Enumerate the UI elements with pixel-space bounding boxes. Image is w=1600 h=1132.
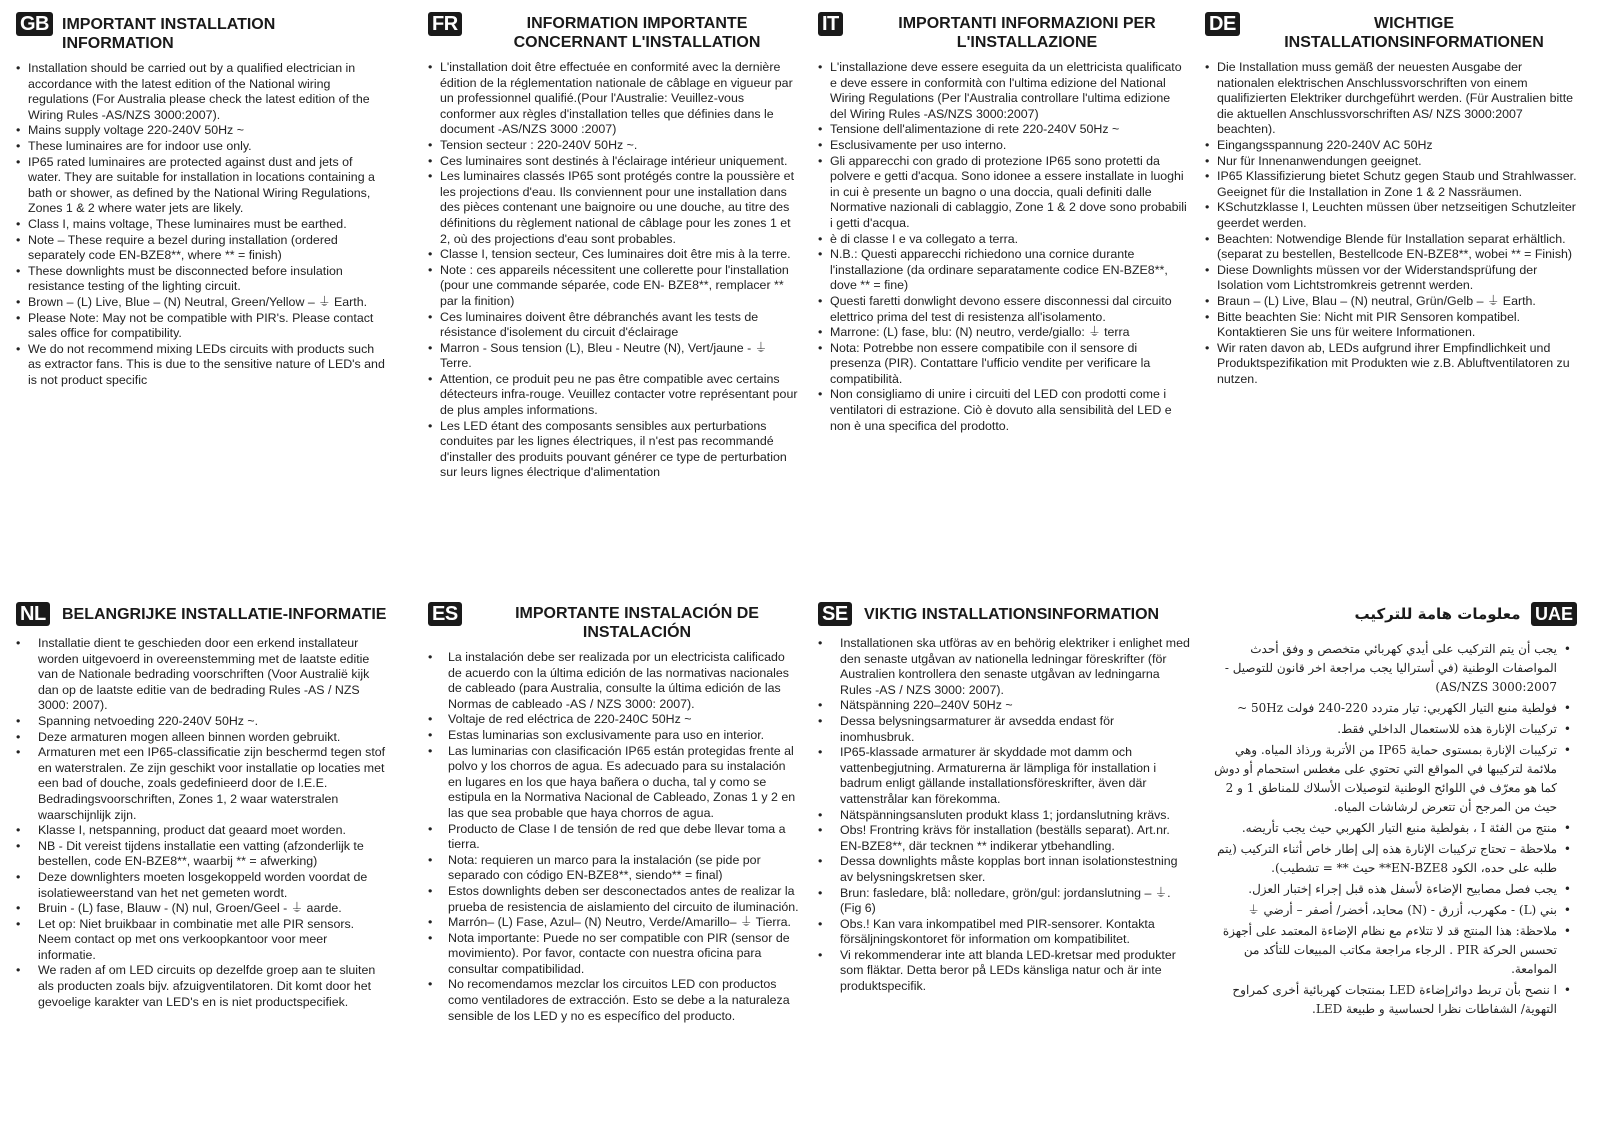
list-item: • Note – These require a bezel during installation (ordered separately code EN-BZE8**, where ** = finish) xyxy=(16,233,388,264)
section-it xyxy=(818,12,1190,434)
list-item: • Diese Downlights müssen vor der Widerstandsprüfung der Isolation vom Lichtstromkreis getrennt werden. xyxy=(1205,263,1577,294)
list-item: • Questi faretti donwlight devono essere disconnessi dal circuito elettrico prima del test di resistenza all'isolamento. xyxy=(818,294,1190,325)
list-item: • Estos downlights deben ser desconectados antes de realizar la prueba de resistencia de aislamiento del circuito de iluminación. xyxy=(428,884,800,915)
list-item: • Please Note: May not be compatible with PIR's. Please contact sales office for compatibility. xyxy=(16,311,388,342)
list-item: • Nätspänning 220–240V 50Hz ~ xyxy=(818,698,1190,714)
list-item: • IP65 rated luminaires are protected against dust and jets of water. They are suitable for installation in locations containing a bath or shower, as defined by the National Wiring Regulations, Zones 1 & 2 where water jets are likely. xyxy=(16,155,388,217)
instruction-list xyxy=(818,636,1190,995)
list-item: • Klasse I, netspanning, product dat geaard moet worden. xyxy=(16,823,388,839)
list-item: • Die Installation muss gemäß der neuesten Ausgabe der nationalen elektrischen Anschlussvorschriften von einem qualifizierten Elektriker durchgeführt werden. (Für Australien bitte die aktuellen Anschlussvorschriften AS/ NZS 3000:2007 beachten). xyxy=(1205,60,1577,138)
list-item: • Installation should be carried out by a qualified electrician in accordance with the latest edition of the National wiring regulations (For Australia please check the latest edition of the Wiring Rules -AS/NZS 3000:2007). xyxy=(16,61,388,123)
language-badge: IT xyxy=(818,12,843,36)
list-item: • Note : ces appareils nécessitent une collerette pour l'installation (pour une commande séparée, code EN- BZE8**, remplacer ** par la finition) xyxy=(428,263,800,310)
list-item: • Armaturen met een IP65-classificatie zijn beschermd tegen stof en waterstralen. Ze zijn geschikt voor installatie op locaties met een bad of douche, zoals gedefinieerd door de I.E.E. Bedradingsvoorschriften, Zones 1, 2 waar waterstralen waarschijnlijk zijn. xyxy=(16,745,388,823)
section-header xyxy=(1205,12,1577,52)
list-item: • Brown – (L) Live, Blue – (N) Neutral, Green/Yellow – ⏚ Earth. xyxy=(16,295,388,311)
language-badge: ES xyxy=(428,602,462,626)
section-nl xyxy=(16,602,388,1010)
list-item: • Deze downlighters moeten losgekoppeld worden voordat de isolatieweerstand van het net gemeten wordt. xyxy=(16,870,388,901)
language-badge: DE xyxy=(1205,12,1240,36)
section-title: WICHTIGE INSTALLATIONSINFORMATIONEN xyxy=(1284,15,1544,51)
list-item: • تركيبات الإنارة بمستوى حماية IP65 من الأتربة ورذاذ المياه. وهي ملائمة لتركيبها في المواقع التي تحتوي على مغطس استحمام أو دوش كما هو معرّف في اللوائح الوطنية لتوصيلات الأسلاك للمناطق 1 و 2 حيث من المرجح أن تتعرض لرشاشات المياه. xyxy=(1205,741,1571,817)
language-badge: UAE xyxy=(1531,602,1577,626)
section-title: IMPORTANTI INFORMAZIONI PER L'INSTALLAZIONE xyxy=(898,15,1156,51)
language-badge: NL xyxy=(16,602,50,626)
list-item: • تركيبات الإنارة هذه للاستعمال الداخلي فقط. xyxy=(1205,720,1571,739)
list-item: • NB - Dit vereist tijdens installatie een vatting (afzonderlijk te bestellen, code EN-BZE8**, waarbij ** = afwerking) xyxy=(16,839,388,870)
section-gb xyxy=(16,12,388,388)
list-item: • Producto de Clase I de tensión de red que debe llevar toma a tierra. xyxy=(428,822,800,853)
list-item: • Vi rekommenderar inte att blanda LED-kretsar med produkter som fläktar. Detta beror på LEDs känsliga natur och är inte produktspecifik. xyxy=(818,948,1190,995)
list-item: • فولطية منبع التيار الكهربي: تيار متردد 220-240 فولت 50Hz ~ xyxy=(1205,699,1571,718)
list-item: • بني (L) - مكهرب، أزرق - (N) محايد، أخضر/ أصفر – أرضي ⏚ xyxy=(1205,901,1571,920)
list-item: • Gli apparecchi con grado di protezione IP65 sono protetti da polvere e getti d'acqua. Sono idonee a essere installate in luoghi in cui è presente un bagno o una doccia, quali definiti dalle Normative nazionali di cablaggio, Zone 1 & 2 dove sono probabili i getti d'acqua. xyxy=(818,154,1190,232)
list-item: • Dessa belysningsarmaturer är avsedda endast för inomhusbruk. xyxy=(818,714,1190,745)
list-item: • Marron - Sous tension (L), Bleu - Neutre (N), Vert/jaune - ⏚ Terre. xyxy=(428,341,800,372)
list-item: • Les LED étant des composants sensibles aux perturbations conduites par les lignes électriques, il n'est pas recommandé d'installer des produits pouvant générer ce type de perturbation sur leurs lignes électrique d'alimentation xyxy=(428,419,800,481)
section-header xyxy=(818,602,1190,628)
list-item: • Spanning netvoeding 220-240V 50Hz ~. xyxy=(16,714,388,730)
instruction-list xyxy=(428,60,800,481)
list-item: • يجب أن يتم التركيب على أيدي كهربائي متخصص و وفق أحدث المواصفات الوطنية (في أستراليا يجب مراجعة اخر قانون للتوصيل - AS/NZS 3000:2007) xyxy=(1205,640,1571,697)
list-item: • N.B.: Questi apparecchi richiedono una cornice durante l'installazione (da ordinare separatamente codice EN-BZE8**, dove ** = fine) xyxy=(818,247,1190,294)
list-item: • Eingangsspannung 220-240V AC 50Hz xyxy=(1205,138,1577,154)
list-item: • Dessa downlights måste kopplas bort innan isolationstestning av belysningskretsen sker. xyxy=(818,854,1190,885)
section-title: IMPORTANTE INSTALACIÓN DE INSTALACIÓN xyxy=(515,605,759,641)
list-item: • Class I, mains voltage, These luminaires must be earthed. xyxy=(16,217,388,233)
instruction-list xyxy=(16,636,388,1010)
list-item: • ملاحظة – تحتاج تركيبات الإنارة هذه إلى إطار خاص أثناء التركيب (يتم طلبه على حده، الكود EN-BZE8** حيث ** = تشطيب). xyxy=(1205,840,1571,878)
section-title: VIKTIG INSTALLATIONSINFORMATION xyxy=(864,606,1160,623)
language-badge: FR xyxy=(428,12,462,36)
list-item: • La instalación debe ser realizada por un electricista calificado de acuerdo con la última edición de las normativas nacionales de cableado (para Australia, consulte la última edición de las Normas de cableado -AS / NZS 3000: 2007). xyxy=(428,650,800,712)
list-item: • Esclusivamente per uso interno. xyxy=(818,138,1190,154)
list-item: • Tension secteur : 220-240V 50Hz ~. xyxy=(428,138,800,154)
list-item: • è di classe I e va collegato a terra. xyxy=(818,232,1190,248)
list-item: • Non consigliamo di unire i circuiti del LED con prodotti come i ventilatori di estrazione. Ciò è dovuto alla sensibilità del LED e non è una specifica del prodotto. xyxy=(818,387,1190,434)
section-de xyxy=(1205,12,1577,387)
list-item: • Las luminarias con clasificación IP65 están protegidas frente al polvo y los chorros de agua. Es adecuado para su instalación en lugares en los que haya bañera o ducha, tal y como se estipula en la Normativa Nacional de Cableado, Zonas 1 y 2 en las que sea probable que haya chorros de agua. xyxy=(428,744,800,822)
list-item: • IP65-klassade armaturer är skyddade mot damm och vattenbegjutning. Armaturerna är lämpliga för installation i badrum enligt gällande installationsföreskrifter, även där vattenstrålar kan förekomma. xyxy=(818,745,1190,807)
list-item: • Attention, ce produit peu ne pas être compatible avec certains détecteurs infra-rouge. Veuillez contacter votre représentant pour de plus amples informations. xyxy=(428,372,800,419)
list-item: • These downlights must be disconnected before insulation resistance testing of the lighting circuit. xyxy=(16,264,388,295)
list-item: • Installationen ska utföras av en behörig elektriker i enlighet med den senaste utgåvan av nationella ledningar föreskrifter (för Australien kontrollera den senaste utgåvan av ledningarna Rules -AS / NZS 3000: 2007). xyxy=(818,636,1190,698)
section-uae xyxy=(1205,602,1577,1021)
list-item: • Let op: Niet bruikbaar in combinatie met alle PIR sensors. Neem contact op met ons verkoopkantoor voor meer informatie. xyxy=(16,917,388,964)
list-item: • L'installation doit être effectuée en conformité avec la dernière édition de la réglementation nationale de câblage en vigueur par un professionnel qualifié.(Pour l'Australie: Veuillez-vous conformer aux règles d'installation telles que définies dans le document -AS/NZS 3000 :2007) xyxy=(428,60,800,138)
list-item: • Braun – (L) Live, Blau – (N) neutral, Grün/Gelb – ⏚ Earth. xyxy=(1205,294,1577,310)
list-item: • Bitte beachten Sie: Nicht mit PIR Sensoren kompatibel. Kontaktieren Sie uns für weitere Informationen. xyxy=(1205,310,1577,341)
instruction-list xyxy=(1205,640,1577,1019)
section-se xyxy=(818,602,1190,995)
instruction-list xyxy=(16,61,388,388)
list-item: • Estas luminarias son exclusivamente para uso en interior. xyxy=(428,728,800,744)
list-item: • Ces luminaires doivent être débranchés avant les tests de résistance d'isolement du circuit d'éclairage xyxy=(428,310,800,341)
list-item: • Nur für Innenanwendungen geeignet. xyxy=(1205,154,1577,170)
list-item: • Ces luminaires sont destinés à l'éclairage intérieur uniquement. xyxy=(428,154,800,170)
list-item: • No recomendamos mezclar los circuitos LED con productos como ventiladores de extracción. Esto se debe a la naturaleza sensible de los LED y no es específico del producto. xyxy=(428,977,800,1024)
list-item: • L'installazione deve essere eseguita da un elettricista qualificato e deve essere in conformità con l'ultima edizione del National Wiring Regulations (Per l'Australia controllare l'ultima edizione del Wiring Rules -AS/NZS 3000:2007) xyxy=(818,60,1190,122)
list-item: • Installatie dient te geschieden door een erkend installateur worden uitgevoerd in overeenstemming met de laatste editie van de Nationale bedrading voorschriften (Voor Australië kijk dan op de laatste editie van de bedrading Rules -AS / NZS 3000: 2007). xyxy=(16,636,388,714)
list-item: • Brun: fasledare, blå: nolledare, grön/gul: jordanslutning – ⏚. (Fig 6) xyxy=(818,886,1190,917)
list-item: • ملاحظة: هذا المنتج قد لا تتلاءم مع نظام الإضاءة المعتمد على أجهزة تحسس الحركة PIR . الرجاء مراجعة مكاتب المبيعات للتأكد من الموامعة. xyxy=(1205,922,1571,979)
list-item: • Nätspänningsansluten produkt klass 1; jordanslutning krävs. xyxy=(818,808,1190,824)
section-title: INFORMATION IMPORTANTE CONCERNANT L'INSTALLATION xyxy=(513,15,761,51)
section-fr xyxy=(428,12,800,481)
section-header xyxy=(428,12,800,52)
list-item: • KSchutzklasse I, Leuchten müssen über netzseitigen Schutzleiter geerdet werden. xyxy=(1205,200,1577,231)
instruction-list xyxy=(818,60,1190,434)
list-item: • Deze armaturen mogen alleen binnen worden gebruikt. xyxy=(16,730,388,746)
section-es xyxy=(428,602,800,1024)
instruction-list xyxy=(428,650,800,1024)
section-header xyxy=(16,602,388,628)
section-header xyxy=(428,602,800,642)
list-item: • Wir raten davon ab, LEDs aufgrund ihrer Empfindlichkeit und Produktspezifikation mit Produkten wie z.B. Abluftventilatoren zu nutzen. xyxy=(1205,341,1577,388)
list-item: • Obs.! Kan vara inkompatibel med PIR-sensorer. Kontakta försäljningskontoret för information om kompatibilitet. xyxy=(818,917,1190,948)
section-header xyxy=(1205,602,1577,626)
list-item: • Marrón– (L) Fase, Azul– (N) Neutro, Verde/Amarillo– ⏚ Tierra. xyxy=(428,915,800,931)
list-item: • ا ننصح بأن تربط دوائرإضاءة LED بمنتجات كهربائية أخرى كمراوح التهوية/ الشفاطات نظرا لحساسية و طبيعة LED. xyxy=(1205,981,1571,1019)
section-title: معلومات هامة للتركيب xyxy=(1354,605,1521,623)
list-item: • Bruin - (L) fase, Blauw - (N) nul, Groen/Geel - ⏚ aarde. xyxy=(16,901,388,917)
section-title: BELANGRIJKE INSTALLATIE-INFORMATIE xyxy=(62,606,387,623)
list-item: • Obs! Frontring krävs för installation (beställs separat). Art.nr. EN-BZE8**, där tecknen ** indikerar ytbehandling. xyxy=(818,823,1190,854)
list-item: • يجب فصل مصابيح الإضاءة لأسفل هذه قبل إجراء إختبار العزل. xyxy=(1205,880,1571,899)
section-header xyxy=(16,12,388,53)
list-item: • Beachten: Notwendige Blende für Installation separat erhältlich. (separat zu bestellen, Bestellcode EN-BZE8**, wobei ** = Finish) xyxy=(1205,232,1577,263)
section-title: IMPORTANT INSTALLATION INFORMATION xyxy=(62,16,276,52)
list-item: • Les luminaires classés IP65 sont protégés contre la poussière et les projections d'eau. Ils conviennent pour une installation dans des pièces contenant une baignoire ou une douche, au titre des définitions du règlement national de câblage pour les zones 1 et 2, où des projections d'eau sont probables. xyxy=(428,169,800,247)
list-item: • Nota: requieren un marco para la instalación (se pide por separado con código EN-BZE8**, siendo** = final) xyxy=(428,853,800,884)
list-item: • Mains supply voltage 220-240V 50Hz ~ xyxy=(16,123,388,139)
list-item: • We raden af om LED circuits op dezelfde groep aan te sluiten als producten zoals bijv. afzuigventilatoren. Dit komt door het gevoelige karakter van LED's en is niet productspecifiek. xyxy=(16,963,388,1010)
list-item: • These luminaires are for indoor use only. xyxy=(16,139,388,155)
language-badge: GB xyxy=(16,12,53,36)
language-badge: SE xyxy=(818,602,852,626)
list-item: • Tensione dell'alimentazione di rete 220-240V 50Hz ~ xyxy=(818,122,1190,138)
section-header xyxy=(818,12,1190,52)
list-item: • We do not recommend mixing LEDs circuits with products such as extractor fans. This is due to the sensitive nature of LED's and is not product specific xyxy=(16,342,388,389)
list-item: • Voltaje de red eléctrica de 220-240C 50Hz ~ xyxy=(428,712,800,728)
instruction-list xyxy=(1205,60,1577,387)
list-item: • Classe I, tension secteur, Ces luminaires doit être mis à la terre. xyxy=(428,247,800,263)
list-item: • Nota: Potrebbe non essere compatibile con il sensore di presenza (PIR). Contattare l'ufficio vendite per verificare la compatibilità. xyxy=(818,341,1190,388)
list-item: • Nota importante: Puede no ser compatible con PIR (sensor de movimiento). Por favor, contacte con nuestra oficina para consultar compatibilidad. xyxy=(428,931,800,978)
list-item: • Marrone: (L) fase, blu: (N) neutro, verde/giallo: ⏚ terra xyxy=(818,325,1190,341)
list-item: • منتج من الفئة I ، بفولطية منبع التيار الكهربي حيث يجب تأريضه. xyxy=(1205,819,1571,838)
list-item: • IP65 Klassifizierung bietet Schutz gegen Staub und Strahlwasser. Geeignet für die Installation in Zone 1 & 2 Nassräumen. xyxy=(1205,169,1577,200)
